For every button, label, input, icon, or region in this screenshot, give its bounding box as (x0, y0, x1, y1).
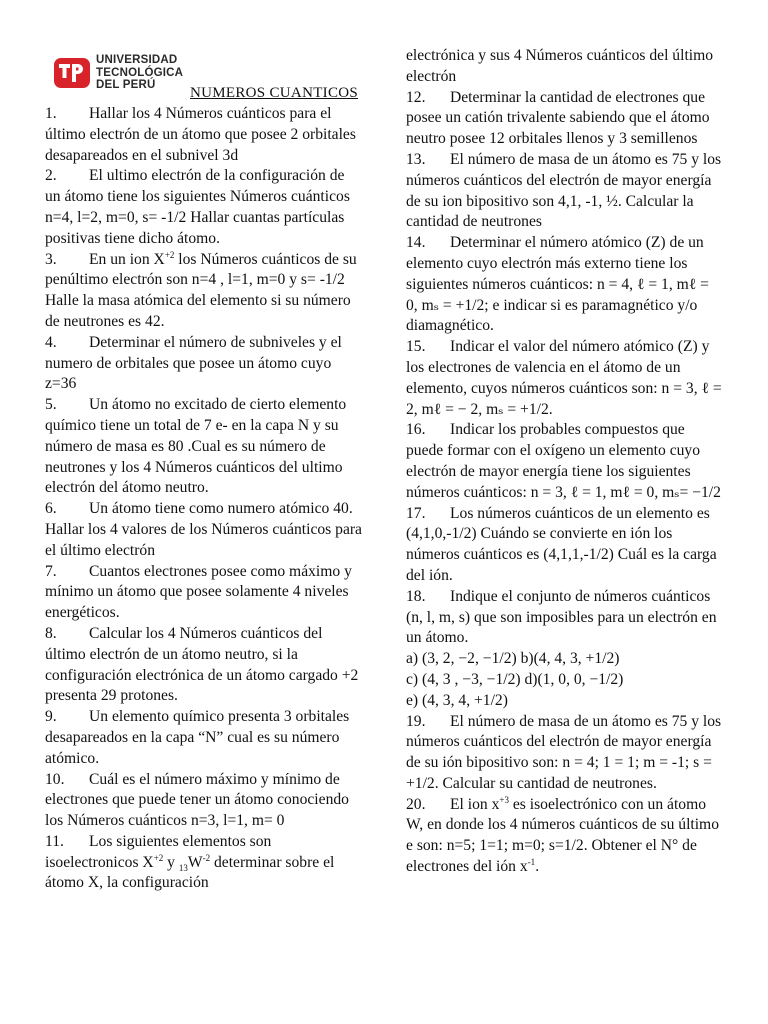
question-4 (45, 333, 363, 395)
question-text: y (163, 853, 179, 871)
question-11 (45, 832, 363, 894)
page-title: NUMEROS CUANTICOS (190, 85, 359, 101)
question-text: W (187, 853, 203, 871)
superscript: -1 (527, 856, 536, 867)
question-number: 20. (406, 795, 426, 813)
logo-wordmark (96, 54, 183, 92)
question-number: 2. (45, 167, 57, 185)
question-number: 12. (406, 88, 426, 106)
question-number: 7. (45, 562, 57, 580)
question-text: Un átomo tiene como numero atómico 40. Hallar los 4 valores de los Números cuánticos para el último electrón (45, 500, 362, 559)
question-text: . (535, 858, 540, 876)
question-text: Cuantos electrones posee como máximo y mínimo un átomo que posee solamente 4 niveles energéticos. (45, 562, 352, 622)
question-text: Un elemento químico presenta 3 orbitales desapareados en la capa “N” cual es su número atómico. (45, 708, 350, 767)
question-6 (45, 499, 363, 561)
question-text: electrónica y sus 4 Números cuánticos del último electrón (406, 47, 714, 85)
left-column (45, 104, 363, 894)
question-16 (406, 420, 724, 503)
question-text: En un ion X (89, 250, 165, 268)
question-15 (406, 337, 724, 420)
question-text: El ion x (450, 795, 500, 813)
university-logo (52, 52, 192, 94)
superscript: +3 (499, 794, 509, 805)
question-number: 5. (45, 396, 57, 414)
question-19 (406, 712, 724, 795)
subscript: 13 (178, 862, 188, 873)
option-row (406, 691, 724, 712)
question-number: 1. (45, 105, 57, 122)
question-20 (406, 795, 724, 878)
question-text: Indicar el valor del número atómico (Z) y los electrones de valencia en el átomo de un elemento, cuyos números cuánticos son: n = 3, ℓ = 2, mℓ = − 2, mₛ = +1/2. (406, 338, 722, 418)
question-number: 4. (45, 333, 57, 351)
question-text: Determinar la cantidad de electrones que posee un catión trivalente sabiendo que el átomo neutro posee 12 orbitales llenos y 3 semillenos (406, 88, 710, 148)
question-text: Cuál es el número máximo y mínimo de electrones que puede tener un átomo conociendo los Números cuánticos n=3, l=1, m= 0 (45, 770, 349, 830)
question-7 (45, 562, 363, 624)
logo-line-1: UNIVERSIDAD (96, 54, 178, 66)
option-text: a) (3, 2, −2, −1/2) b)(4, 4, 3, +1/2) (406, 650, 620, 668)
question-9 (45, 707, 363, 769)
question-1 (45, 104, 363, 166)
superscript: -2 (202, 852, 211, 863)
logo-line-2: TECNOLÓGICA (96, 66, 184, 79)
question-text: Los siguientes elementos son isoelectronicos X (45, 832, 272, 871)
question-text: determinar sobre el átomo X, la configuración (45, 853, 335, 892)
option-text: c) (4, 3 , −3, −1/2) d)(1, 0, 0, −1/2) (406, 670, 624, 688)
question-number: 17. (406, 504, 426, 522)
superscript: +2 (164, 249, 175, 260)
question-number: 9. (45, 708, 57, 726)
question-text: El ultimo electrón de la configuración de un átomo tiene los siguientes Números cuánticos n=4, l=2, m=0, s= -1/2 Hallar cuantas partículas positivas tiene dicho átomo. (45, 167, 350, 247)
option-row (406, 649, 724, 670)
option-text: e) (4, 3, 4, +1/2) (406, 691, 508, 709)
superscript: +2 (153, 852, 164, 863)
right-column (406, 46, 724, 878)
question-12 (406, 88, 724, 150)
question-text: Indique el conjunto de números cuánticos (n, l, m, s) que son imposibles para un electrón en un átomo. (406, 587, 717, 647)
question-number: 19. (406, 712, 426, 730)
question-number: 18. (406, 587, 426, 605)
question-17 (406, 504, 724, 587)
question-text: Determinar el número atómico (Z) de un elemento cuyo electrón más externo tiene los siguientes números cuánticos: n = 4, ℓ = 1, mℓ = 0, mₛ = +1/2; e indicar si es paramagnético y/o diamagnético. (406, 234, 709, 335)
question-10 (45, 770, 363, 832)
question-number: 6. (45, 500, 57, 518)
question-11-continued (406, 46, 724, 88)
question-text: Calcular los 4 Números cuánticos del último electrón de un átomo neutro, si la configuración electrónica de un átomo cargado +2 presenta 29 protones. (45, 624, 359, 705)
question-text: El número de masa de un átomo es 75 y los números cuánticos del electrón de mayor energía de su ión bipositivo son: n = 4; 1 = 1; m = -1; s = +1/2. Calcular su cantidad de neutrones. (406, 712, 722, 792)
question-number: 15. (406, 338, 426, 356)
question-text: Un átomo no excitado de cierto elemento químico tiene un total de 7 e- en la capa N y su número de masa es 80 .Cual es su número de neutrones y los 4 Números cuánticos del ultimo electrón del átomo neutro. (45, 396, 347, 497)
question-5 (45, 395, 363, 499)
question-number: 16. (406, 421, 426, 439)
question-text: los Números cuánticos de su penúltimo electrón son n=4 , l=1, m=0 y s= -1/2 Halle la masa atómica del elemento si su número de neutrones es 42. (45, 250, 357, 330)
question-text: El número de masa de un átomo es 75 y los números cuánticos del electrón de mayor energía de su ion bipositivo son 4,1, -1, ½. Calcular la cantidad de neutrones (406, 150, 722, 231)
question-2 (45, 166, 363, 249)
question-text: Determinar el número de subniveles y el numero de orbitales que posee un átomo cuyo z=36 (45, 333, 342, 393)
question-text: Indicar los probables compuestos que puede formar con el oxígeno un elemento cuyo electrón de mayor energía tiene los siguientes números cuánticos: n = 3, ℓ = 1, mℓ = 0, mₛ= −1/2 (406, 421, 721, 501)
question-number: 10. (45, 770, 65, 788)
question-text: es isoelectrónico con un átomo W, en donde los 4 números cuánticos de su último e son: n=5; 1=1; m=0; s=1/2. Obtener el N° de electrones del ión x (406, 795, 719, 876)
question-number: 13. (406, 150, 426, 168)
question-13 (406, 150, 724, 233)
question-text: Hallar los 4 Números cuánticos para el último electrón de un átomo que posee 2 orbitales desapareados en el subnivel 3d (45, 105, 356, 164)
question-number: 3. (45, 250, 57, 268)
utp-logo-mark (52, 52, 92, 92)
question-number: 8. (45, 624, 57, 642)
question-3 (45, 250, 363, 333)
question-18 (406, 587, 724, 649)
question-number: 11. (45, 832, 64, 850)
question-number: 14. (406, 234, 426, 252)
logo-line-3: DEL PERÚ (96, 79, 156, 91)
option-row (406, 670, 724, 691)
question-text: Los números cuánticos de un elemento es (4,1,0,-1/2) Cuándo se convierte en ión los números cuánticos es (4,1,1,-1/2) Cuál es la carga del ión. (406, 504, 717, 584)
question-8 (45, 624, 363, 707)
question-14 (406, 233, 724, 337)
